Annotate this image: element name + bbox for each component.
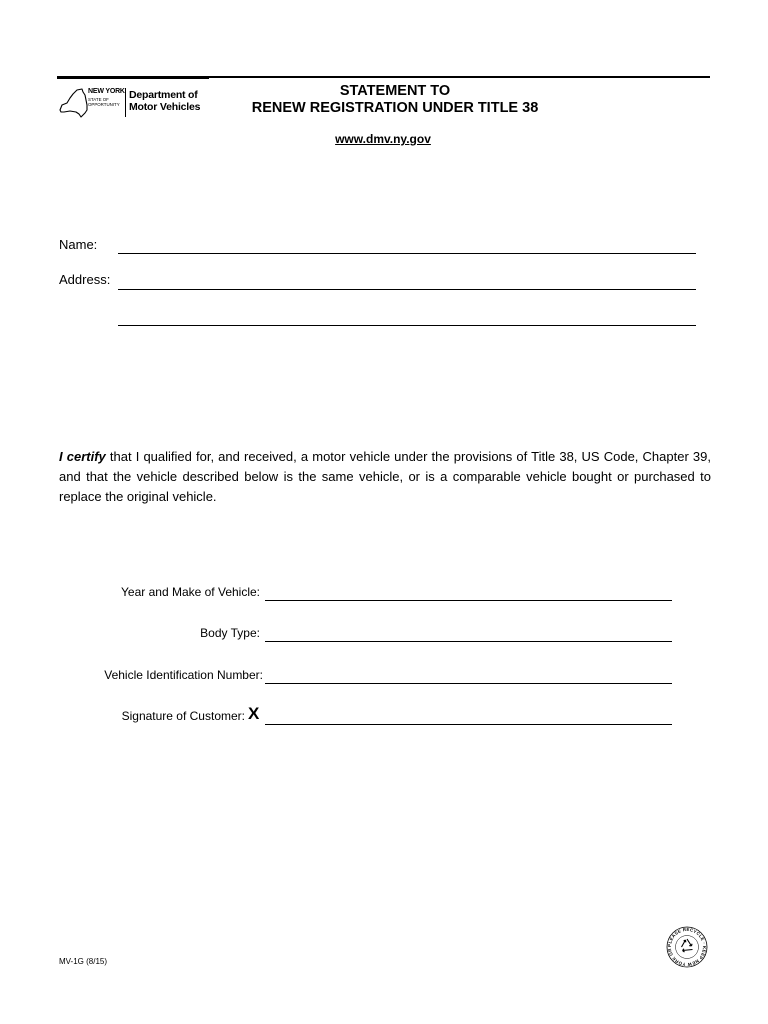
name-field[interactable] <box>118 253 696 254</box>
dmv-logo <box>58 86 208 120</box>
recycle-seal-text: PLEASE RECYCLE · KEEP NEW YORK GR <box>666 926 708 968</box>
recycle-seal-icon <box>666 926 708 968</box>
header-rule <box>209 76 710 78</box>
logo-divider <box>125 88 126 117</box>
logo-agency-line1: Department of <box>129 89 198 101</box>
logo-agency-name <box>129 89 200 113</box>
certification-lead: I certify <box>59 449 106 464</box>
form-id: MV-1G (8/15) <box>59 957 108 966</box>
certification-text: that I qualified for, and received, a motor vehicle under the provisions of Title 38, US Code, Chapter 39, and that the vehicle described below is the same vehicle, or is a comparable vehicle bought or purchased to replace the original vehicle. <box>59 449 711 504</box>
year-make-label: Year and Make of Vehicle: <box>121 585 260 599</box>
logo-state-tagline: STATE OF OPPORTUNITY <box>88 97 120 107</box>
dmv-website-link[interactable]: www.dmv.ny.gov <box>335 132 431 146</box>
address-field-line2[interactable] <box>118 325 696 326</box>
form-title-line2: RENEW REGISTRATION UNDER TITLE 38 <box>251 100 539 116</box>
logo-agency-line2: Motor Vehicles <box>129 101 201 113</box>
header-rule-thick <box>57 76 209 79</box>
signature-x-mark: X <box>248 704 260 723</box>
address-field-line1[interactable] <box>118 289 696 290</box>
address-label: Address: <box>59 272 111 287</box>
vin-field[interactable] <box>265 683 672 684</box>
certification-statement <box>59 447 711 507</box>
year-make-field[interactable] <box>265 600 672 601</box>
form-title-line1: STATEMENT TO <box>339 83 451 99</box>
vin-label: Vehicle Identification Number: <box>104 668 263 682</box>
new-york-state-outline-icon <box>58 86 92 120</box>
form-title <box>230 83 560 117</box>
signature-label: Signature of Customer: <box>121 709 245 723</box>
signature-field[interactable] <box>265 724 672 725</box>
logo-state-name: NEW YORK <box>88 88 125 95</box>
body-type-field[interactable] <box>265 641 672 642</box>
name-label: Name: <box>59 237 98 252</box>
body-type-label: Body Type: <box>200 626 260 640</box>
